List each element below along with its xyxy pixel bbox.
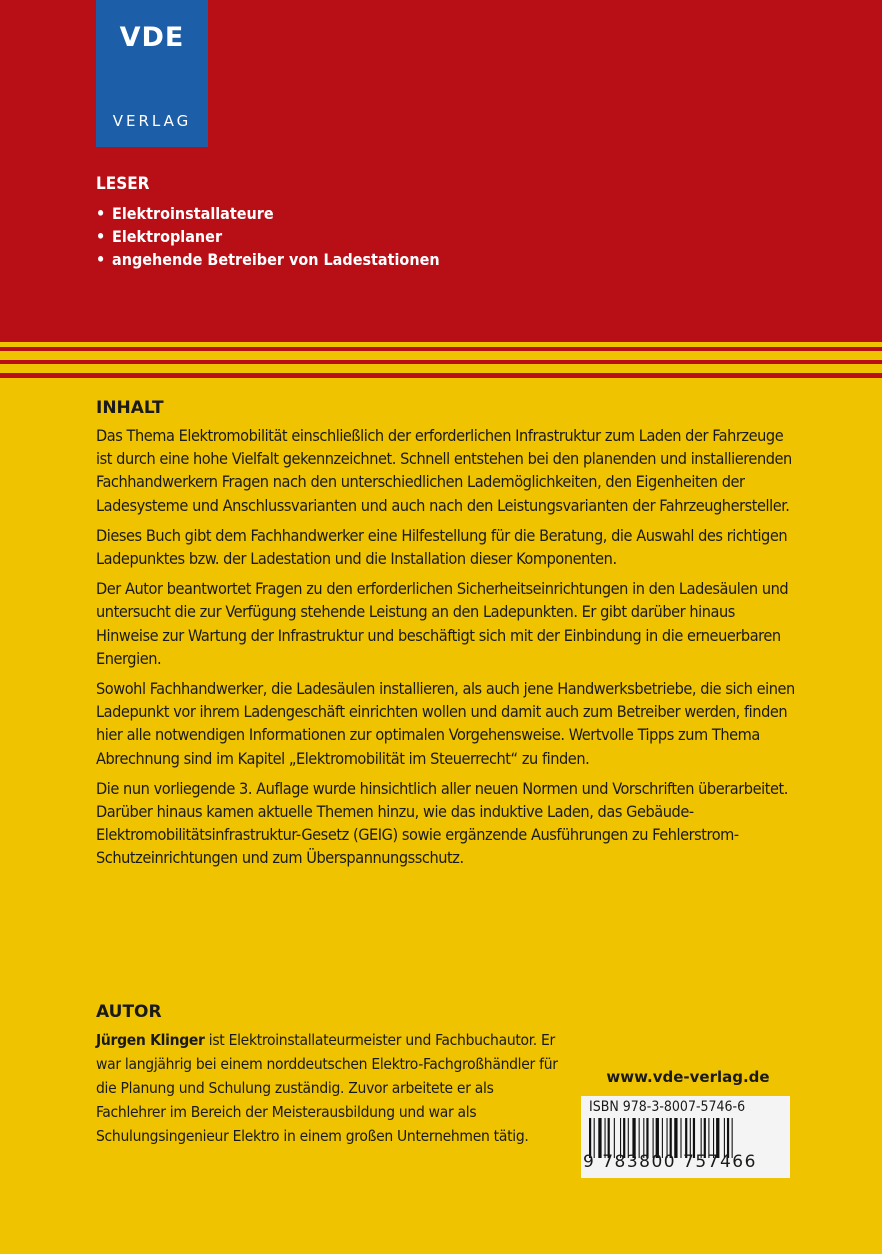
bullet-icon: •	[96, 204, 106, 223]
inhalt-paragraph: Sowohl Fachhandwerker, die Ladesäulen installieren, als auch jene Handwerksbetriebe, die sich einen Ladepunkt vor ihrem Ladengeschäft einrichten wollen und damit auch zum Betreiber werden, finden hier alle notwendigen Informationen zur optimalen Vorgehensweise. Wertvolle Tipps zum Thema Abrechnung sind im Kapitel „Elektromobilität im Steuerrecht“ zu finden.	[96, 679, 795, 768]
bullet-icon: •	[96, 250, 106, 269]
publisher-website-link[interactable]: www.vde-verlag.de	[606, 1068, 770, 1086]
leser-heading: LESER	[96, 174, 150, 194]
vde-verlag-logo	[96, 0, 208, 147]
autor-section	[96, 1002, 566, 1148]
list-item-text: Elektroinstallateure	[112, 204, 274, 223]
list-item-text: Elektroplaner	[112, 227, 223, 246]
logo-verlag-text: VERLAG	[112, 112, 192, 130]
leser-list	[96, 202, 440, 271]
inhalt-section	[96, 398, 796, 877]
author-bio-text: ist Elektroinstallateurmeister und Fachbuchautor. Er war langjährig bei einem norddeutschen Elektro-Fachgroßhändler für die Planung und Schulung zuständig. Zuvor arbeitete er als Fachlehrer im Bereich der Meisterausbildung und war als Schulungsingenieur Elektro in einem großen Unternehmen tätig.	[96, 1031, 558, 1145]
bullet-icon: •	[96, 227, 106, 246]
autor-heading: AUTOR	[96, 1002, 162, 1022]
autor-bio	[96, 1028, 566, 1148]
isbn-text: ISBN 978-3-8007-5746-6	[589, 1099, 746, 1115]
author-name: Jürgen Klinger	[96, 1031, 205, 1049]
list-item-text: angehende Betreiber von Ladestationen	[112, 250, 440, 269]
inhalt-heading: INHALT	[96, 398, 164, 418]
decorative-stripes	[0, 340, 882, 380]
list-item	[96, 202, 440, 225]
isbn-barcode	[581, 1096, 790, 1178]
inhalt-paragraph: Dieses Buch gibt dem Fachhandwerker eine Hilfestellung für die Beratung, die Auswahl des richtigen Ladepunktes bzw. der Ladestation und die Installation dieser Komponenten.	[96, 525, 788, 569]
logo-vde-text: VDE	[119, 22, 185, 53]
inhalt-paragraph: Die nun vorliegende 3. Auflage wurde hinsichtlich aller neuen Normen und Vorschriften überarbeitet. Darüber hinaus kamen aktuelle Themen hinzu, wie das induktive Laden, das Gebäude-Elektromobilitätsinfrastruktur-Gesetz (GEIG) sowie ergänzende Ausführungen zu Fehlerstrom-Schutzeinrichtungen und zum Überspannungsschutz.	[96, 778, 788, 868]
list-item	[96, 248, 440, 271]
inhalt-paragraph: Das Thema Elektromobilität einschließlich der erforderlichen Infrastruktur zum Laden der Fahrzeuge ist durch eine hohe Vielfalt gekennzeichnet. Schnell entstehen bei den planenden und installierenden Fachhandwerkern Fragen nach den unterschiedlichen Lademöglichkeiten, den Eigenheiten der Ladesysteme und Anschlussvarianten und auch nach den Leistungsvarianten der Fahrzeughersteller.	[96, 426, 792, 515]
list-item	[96, 225, 440, 248]
leser-section	[96, 174, 440, 271]
barcode-number: 9 783800 757466	[583, 1152, 757, 1172]
inhalt-paragraph: Der Autor beantwortet Fragen zu den erforderlichen Sicherheitseinrichtungen in den Ladesäulen und untersucht die zur Verfügung stehende Leistung an den Ladepunkten. Er gibt darüber hinaus Hinweise zur Wartung der Infrastruktur und beschäftigt sich mit der Einbindung in die erneuerbaren Energien.	[96, 579, 789, 668]
